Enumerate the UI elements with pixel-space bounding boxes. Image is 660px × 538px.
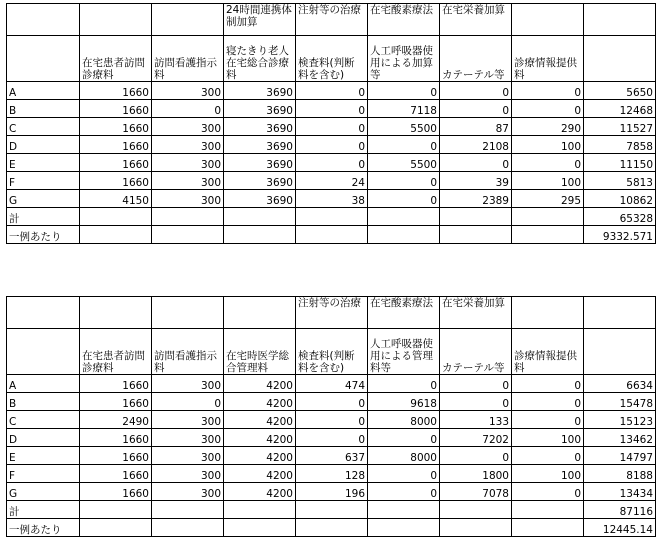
table-cell: 0 <box>512 100 584 118</box>
header-row-1 <box>7 4 656 36</box>
table-cell: 1660 <box>80 447 152 465</box>
header-cell: 在宅栄養加算 <box>440 4 512 36</box>
table-cell: 2108 <box>440 136 512 154</box>
header-cell <box>80 4 152 36</box>
table-cell: 6634 <box>584 375 656 393</box>
table-cell: 300 <box>152 172 224 190</box>
table-cell: 196 <box>296 483 368 501</box>
table-cell: 1660 <box>80 483 152 501</box>
table-row <box>7 172 656 190</box>
table-cell: 7858 <box>584 136 656 154</box>
table-cell: 133 <box>440 411 512 429</box>
header-cell: 在宅酸素療法 <box>368 4 440 36</box>
table-cell: 0 <box>296 429 368 447</box>
row-label: B <box>7 100 80 118</box>
table-cell: 100 <box>512 429 584 447</box>
table-cell: 300 <box>152 429 224 447</box>
header-cell: 注射等の治療 <box>296 4 368 36</box>
table-cell: 100 <box>512 172 584 190</box>
table-row <box>7 411 656 429</box>
header-cell: 人工呼吸器使用による加算等 <box>368 36 440 82</box>
average-label: 一例あたり <box>7 519 80 537</box>
table-cell: 0 <box>440 100 512 118</box>
table-cell: 1660 <box>80 100 152 118</box>
cost-table-2 <box>6 296 656 537</box>
table-cell: 15123 <box>584 411 656 429</box>
table-cell: 4200 <box>224 411 296 429</box>
table-cell: 300 <box>152 190 224 208</box>
average-row <box>7 226 656 244</box>
table-cell: 7118 <box>368 100 440 118</box>
table-cell: 39 <box>440 172 512 190</box>
table-cell: 4200 <box>224 429 296 447</box>
table-cell: 0 <box>512 483 584 501</box>
table-cell: 0 <box>512 375 584 393</box>
table-cell: 0 <box>368 136 440 154</box>
average-label: 一例あたり <box>7 226 80 244</box>
header-cell <box>584 297 656 329</box>
table-cell: 15478 <box>584 393 656 411</box>
header-row-2 <box>7 329 656 375</box>
row-label: E <box>7 447 80 465</box>
table-cell: 4200 <box>224 465 296 483</box>
table-cell: 1660 <box>80 82 152 100</box>
row-label: B <box>7 393 80 411</box>
table-cell: 637 <box>296 447 368 465</box>
table-cell: 1660 <box>80 465 152 483</box>
header-cell: 検査料(判断料を含む) <box>296 329 368 375</box>
total-value: 65328 <box>584 208 656 226</box>
header-cell <box>7 329 80 375</box>
table-cell: 1660 <box>80 375 152 393</box>
total-label: 計 <box>7 501 80 519</box>
table-cell: 100 <box>512 465 584 483</box>
header-cell: 寝たきり老人在宅総合診療料 <box>224 36 296 82</box>
total-row <box>7 208 656 226</box>
header-cell: 検査料(判断料を含む) <box>296 36 368 82</box>
table-cell: 0 <box>368 429 440 447</box>
table-cell: 0 <box>440 154 512 172</box>
header-cell: 人工呼吸器使用による管理料等 <box>368 329 440 375</box>
header-cell <box>584 4 656 36</box>
header-cell: カテーテル等 <box>440 36 512 82</box>
table-cell: 300 <box>152 447 224 465</box>
table-row <box>7 483 656 501</box>
table-cell: 3690 <box>224 82 296 100</box>
cost-table-1 <box>6 3 656 244</box>
table-cell: 300 <box>152 375 224 393</box>
table-cell: 0 <box>440 447 512 465</box>
header-cell: 診療情報提供料 <box>512 36 584 82</box>
table-cell: 7078 <box>440 483 512 501</box>
average-value: 9332.571 <box>584 226 656 244</box>
table-cell: 300 <box>152 465 224 483</box>
table-cell: 3690 <box>224 136 296 154</box>
table-cell: 5500 <box>368 154 440 172</box>
table-cell: 474 <box>296 375 368 393</box>
table-cell: 5500 <box>368 118 440 136</box>
table-cell: 11527 <box>584 118 656 136</box>
table-row <box>7 154 656 172</box>
header-cell <box>584 329 656 375</box>
header-cell: 診療情報提供料 <box>512 329 584 375</box>
table-cell: 0 <box>368 375 440 393</box>
table-cell: 1660 <box>80 429 152 447</box>
table-cell: 0 <box>296 82 368 100</box>
table-cell: 3690 <box>224 118 296 136</box>
header-cell: 在宅酸素療法 <box>368 297 440 329</box>
table-cell: 0 <box>296 154 368 172</box>
table-cell: 24 <box>296 172 368 190</box>
header-cell <box>512 297 584 329</box>
table-cell: 100 <box>512 136 584 154</box>
row-label: D <box>7 429 80 447</box>
table-cell: 300 <box>152 154 224 172</box>
table-cell: 2490 <box>80 411 152 429</box>
table-cell: 14797 <box>584 447 656 465</box>
table-cell: 10862 <box>584 190 656 208</box>
table-cell: 0 <box>368 82 440 100</box>
table-cell: 295 <box>512 190 584 208</box>
row-label: C <box>7 118 80 136</box>
table-cell: 11150 <box>584 154 656 172</box>
row-label: D <box>7 136 80 154</box>
table-cell: 0 <box>512 447 584 465</box>
header-cell: 注射等の治療 <box>296 297 368 329</box>
row-label: A <box>7 375 80 393</box>
table-row <box>7 465 656 483</box>
table-cell: 0 <box>440 375 512 393</box>
row-label: G <box>7 483 80 501</box>
total-row <box>7 501 656 519</box>
header-cell <box>224 297 296 329</box>
header-cell: カテーテル等 <box>440 329 512 375</box>
table-cell: 4200 <box>224 483 296 501</box>
header-cell <box>7 297 80 329</box>
header-cell <box>584 36 656 82</box>
total-label: 計 <box>7 208 80 226</box>
header-cell: 在宅患者訪問診療料 <box>80 36 152 82</box>
table-cell: 0 <box>368 190 440 208</box>
header-cell: 在宅患者訪問診療料 <box>80 329 152 375</box>
table-row <box>7 100 656 118</box>
average-value: 12445.14 <box>584 519 656 537</box>
table-cell: 4200 <box>224 393 296 411</box>
table-cell: 38 <box>296 190 368 208</box>
table-cell: 5650 <box>584 82 656 100</box>
table-cell: 3690 <box>224 100 296 118</box>
table-cell: 1800 <box>440 465 512 483</box>
table-cell: 7202 <box>440 429 512 447</box>
table-row <box>7 393 656 411</box>
header-cell: 在宅栄養加算 <box>440 297 512 329</box>
table-cell: 4200 <box>224 375 296 393</box>
table-cell: 300 <box>152 136 224 154</box>
table-cell: 4150 <box>80 190 152 208</box>
table-cell: 3690 <box>224 154 296 172</box>
row-label: E <box>7 154 80 172</box>
table-cell: 0 <box>152 100 224 118</box>
total-value: 87116 <box>584 501 656 519</box>
header-cell: 訪問看護指示料 <box>152 36 224 82</box>
table-cell: 2389 <box>440 190 512 208</box>
header-cell: 訪問看護指示料 <box>152 329 224 375</box>
table-cell: 0 <box>440 82 512 100</box>
table-cell: 1660 <box>80 118 152 136</box>
table-cell: 300 <box>152 483 224 501</box>
table-cell: 0 <box>368 172 440 190</box>
table-cell: 0 <box>296 118 368 136</box>
table-cell: 0 <box>512 393 584 411</box>
table-cell: 3690 <box>224 172 296 190</box>
table-cell: 0 <box>440 393 512 411</box>
table-row <box>7 375 656 393</box>
table-cell: 1660 <box>80 136 152 154</box>
table-cell: 0 <box>296 411 368 429</box>
table-row <box>7 447 656 465</box>
table-cell: 13462 <box>584 429 656 447</box>
header-cell <box>152 4 224 36</box>
table-cell: 0 <box>296 393 368 411</box>
table-cell: 9618 <box>368 393 440 411</box>
row-label: G <box>7 190 80 208</box>
table-cell: 0 <box>512 154 584 172</box>
table-cell: 5813 <box>584 172 656 190</box>
header-row-2 <box>7 36 656 82</box>
table-cell: 87 <box>440 118 512 136</box>
header-cell <box>152 297 224 329</box>
header-cell: 在宅時医学総合管理料 <box>224 329 296 375</box>
table-cell: 3690 <box>224 190 296 208</box>
table-cell: 300 <box>152 411 224 429</box>
table-cell: 0 <box>512 411 584 429</box>
table-cell: 13434 <box>584 483 656 501</box>
header-cell <box>7 36 80 82</box>
table-cell: 0 <box>152 393 224 411</box>
header-cell <box>512 4 584 36</box>
table-cell: 300 <box>152 118 224 136</box>
table-cell: 290 <box>512 118 584 136</box>
row-label: C <box>7 411 80 429</box>
table-cell: 8000 <box>368 411 440 429</box>
table-cell: 0 <box>368 465 440 483</box>
table-row <box>7 136 656 154</box>
table-cell: 0 <box>368 483 440 501</box>
average-row <box>7 519 656 537</box>
row-label: F <box>7 172 80 190</box>
table-row <box>7 429 656 447</box>
table-cell: 4200 <box>224 447 296 465</box>
table-cell: 0 <box>296 136 368 154</box>
table-row <box>7 118 656 136</box>
header-cell <box>7 4 80 36</box>
row-label: A <box>7 82 80 100</box>
table-cell: 8188 <box>584 465 656 483</box>
table-cell: 1660 <box>80 154 152 172</box>
table-cell: 1660 <box>80 172 152 190</box>
table-cell: 0 <box>512 82 584 100</box>
table-cell: 8000 <box>368 447 440 465</box>
table-cell: 300 <box>152 82 224 100</box>
table-cell: 1660 <box>80 393 152 411</box>
header-cell <box>80 297 152 329</box>
table-row <box>7 82 656 100</box>
table-cell: 12468 <box>584 100 656 118</box>
table-row <box>7 190 656 208</box>
table-cell: 0 <box>296 100 368 118</box>
row-label: F <box>7 465 80 483</box>
table-cell: 128 <box>296 465 368 483</box>
header-cell: 24時間連携体制加算 <box>224 4 296 36</box>
header-row-1 <box>7 297 656 329</box>
